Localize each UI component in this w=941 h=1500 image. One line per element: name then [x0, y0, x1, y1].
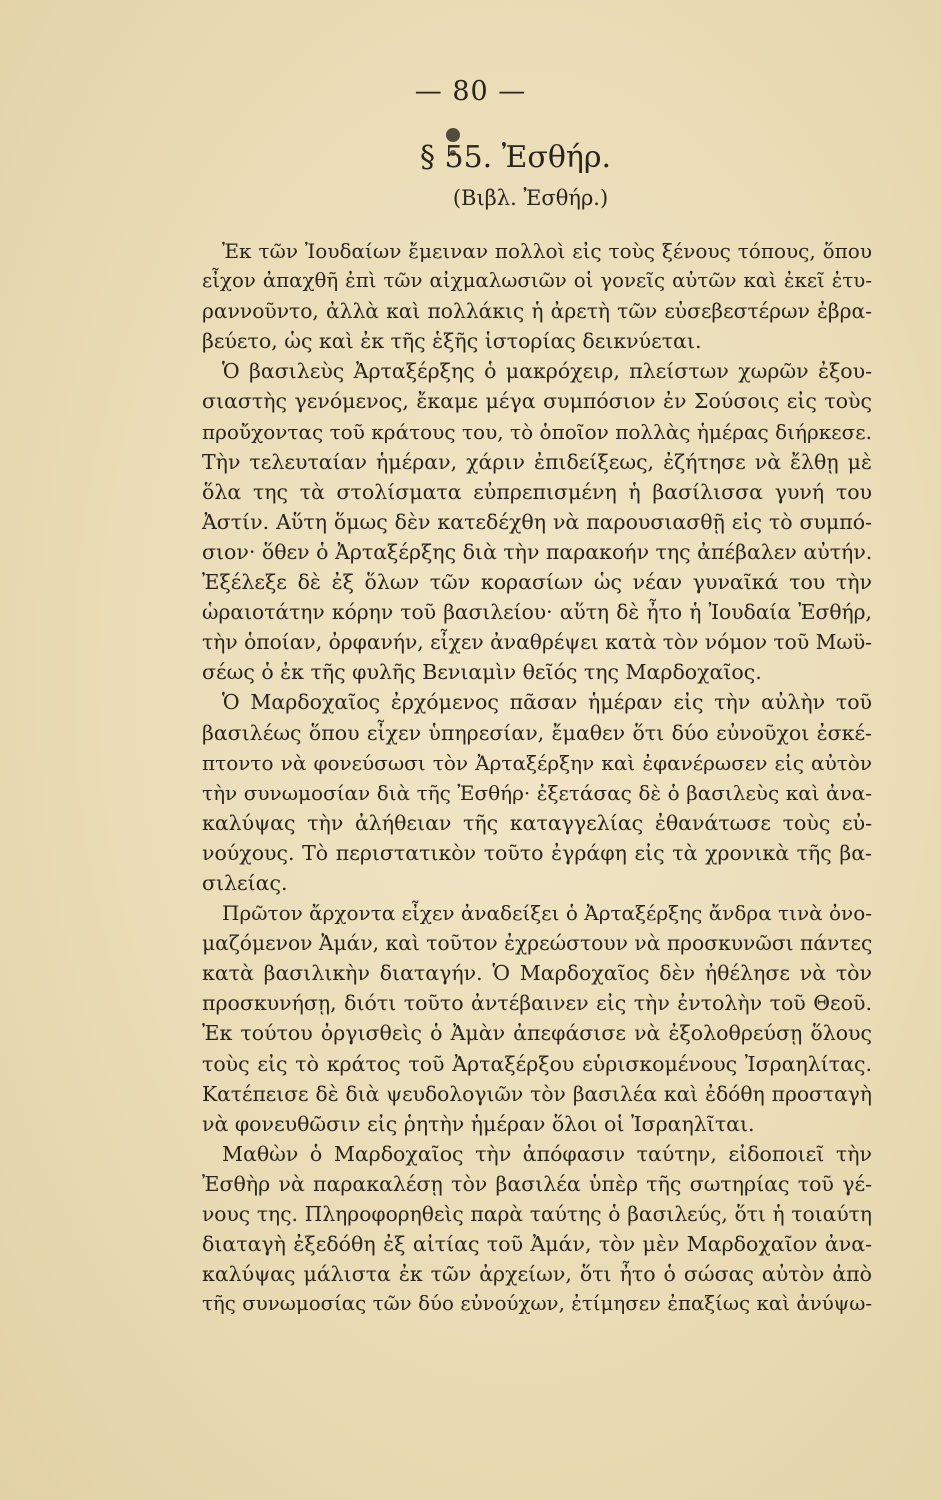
text-line: μαζόμενον Ἀμάν, καὶ τοῦτον ἐχρεώστουν νὰ προσκυνῶσι πάντες: [202, 931, 873, 956]
text-line: σιλείας.: [202, 870, 288, 895]
text-line: καλύψας μάλιστα ἐκ τῶν ἀρχείων, ὅτι ἦτο ὁ σώσας αὐτὸν ἀπὸ: [202, 1262, 872, 1287]
text-line: σιον· ὅθεν ὁ Ἀρταξέρξης διὰ τὴν παρακοήν της ἀπέβαλεν αὐτήν.: [202, 539, 873, 564]
text-line: τοὺς εἰς τὸ κράτος τοῦ Ἀρταξέρξου εὑρισκομένους Ἰσραηλίτας.: [202, 1051, 872, 1076]
text-line: Τὴν τελευταίαν ἡμέραν, χάριν ἐπιδείξεως, ἐζήτησε νὰ ἔλθῃ μὲ: [202, 449, 872, 474]
page-number: — 80 —: [414, 76, 527, 107]
section-title: § 55. Ἐσθήρ.: [419, 140, 612, 175]
text-line: τὴν ὁποίαν, ὀρφανήν, εἶχεν ἀναθρέψει κατὰ τὸν νόμον τοῦ Μωϋ-: [202, 630, 873, 655]
text-line: Ὁ βασιλεὺς Ἀρταξέρξης ὁ μακρόχειρ, πλείστων χωρῶν ἐξου-: [222, 359, 872, 384]
body-text: [202, 236, 872, 1319]
text-line: Ἐσθὴρ νὰ παρακαλέσῃ τὸν βασιλέα ὑπὲρ τῆς σωτηρίας τοῦ γέ-: [202, 1171, 872, 1196]
text-line: καλύψας τὴν ἀλήθειαν τῆς καταγγελίας ἐθανάτωσε τοὺς εὐ-: [202, 810, 872, 835]
text-line: προσκυνήσῃ, διότι τοῦτο ἀντέβαινεν εἰς τὴν ἐντολὴν τοῦ Θεοῦ.: [202, 991, 872, 1016]
text-line: Πρῶτον ἄρχοντα εἶχεν ἀναδείξει ὁ Ἀρταξέρξης ἄνδρα τινὰ ὀνο-: [222, 901, 872, 926]
text-line: νὰ φονευθῶσιν εἰς ῥητὴν ἡμέραν ὅλοι οἱ Ἰσραηλῖται.: [202, 1111, 755, 1136]
text-line: πτοντο νὰ φονεύσωσι τὸν Ἀρταξέρξην καὶ ἐφανέρωσεν εἰς αὐτὸν: [202, 750, 872, 775]
text-line: σιαστὴς γενόμενος, ἔκαμε μέγα συμπόσιον ἐν Σούσοις εἰς τοὺς: [202, 389, 872, 414]
text-line: τῆς συνωμοσίας τῶν δύο εὐνούχων, ἐτίμησεν ἐπαξίως καὶ ἀνύψω-: [202, 1292, 872, 1316]
text-line: προὔχοντας τοῦ κράτους του, τὸ ὁποῖον πολλὰς ἡμέρας διήρκεσε.: [202, 419, 872, 444]
text-line: ὡραιοτάτην κόρην τοῦ βασιλείου· αὕτη δὲ ἦτο ἡ Ἰουδαία Ἐσθήρ,: [202, 600, 872, 625]
text-line: ὅλα της τὰ στολίσματα εὐπρεπισμένη ἡ βασίλισσα γυνή του: [202, 479, 872, 504]
text-line: διαταγὴ ἐξεδόθη ἐξ αἰτίας τοῦ Ἀμάν, τὸν μὲν Μαρδοχαῖον ἀνα-: [202, 1232, 872, 1257]
section-reference: (Βιβλ. Ἐσθήρ.): [452, 186, 609, 210]
text-line: Ἐκ τῶν Ἰουδαίων ἔμειναν πολλοὶ εἰς τοὺς ξένους τόπους, ὅπου: [222, 239, 872, 263]
text-line: βασιλέως ὅπου εἶχεν ὑπηρεσίαν, ἔμαθεν ὅτι δύο εὐνοῦχοι ἐσκέ-: [202, 720, 872, 745]
text-line: Ἐκ τούτου ὀργισθεὶς ὁ Ἀμὰν ἀπεφάσισε νὰ ἐξολοθρεύσῃ ὅλους: [202, 1021, 872, 1046]
text-line: ραννοῦντο, ἀλλὰ καὶ πολλάκις ἡ ἀρετὴ τῶν εὐσεβεστέρων ἐβρα-: [202, 299, 872, 324]
text-line: Ἐξέλεξε δὲ ἐξ ὅλων τῶν κορασίων ὡς νέαν γυναῖκά του τὴν: [202, 570, 872, 595]
text-line: νούχους. Τὸ περιστατικὸν τοῦτο ἐγράφη εἰς τὰ χρονικὰ τῆς βα-: [202, 840, 872, 865]
text-line: Κατέπεισε δὲ διὰ ψευδολογιῶν τὸν βασιλέα καὶ ἐδόθη προσταγὴ: [202, 1081, 872, 1106]
text-line: νους της. Πληροφορηθεὶς παρὰ ταύτης ὁ βασιλεύς, ὅτι ἡ τοιαύτη: [202, 1202, 872, 1226]
text-line: σέως ὁ ἐκ τῆς φυλῆς Βενιαμὶν θεῖός της Μαρδοχαῖος.: [202, 660, 762, 685]
text-line: Ἀστίν. Αὕτη ὅμως δὲν κατεδέχθη νὰ παρουσιασθῇ εἰς τὸ συμπό-: [202, 509, 872, 534]
text-line: εἶχον ἀπαχθῆ ἐπὶ τῶν αἰχμαλωσιῶν οἱ γονεῖς αὐτῶν καὶ ἐκεῖ ἐτυ-: [202, 269, 872, 293]
text-line: Μαθὼν ὁ Μαρδοχαῖος τὴν ἀπόφασιν ταύτην, εἰδοποιεῖ τὴν: [222, 1141, 872, 1166]
text-line: κατὰ βασιλικὴν διαταγήν. Ὁ Μαρδοχαῖος δὲν ἠθέλησε νὰ τὸν: [202, 961, 872, 986]
text-line: βεύετο, ὡς καὶ ἐκ τῆς ἑξῆς ἱστορίας δεικνύεται.: [202, 329, 702, 354]
text-line: Ὁ Μαρδοχαῖος ἐρχόμενος πᾶσαν ἡμέραν εἰς τὴν αὐλὴν τοῦ: [222, 690, 872, 715]
text-line: τὴν συνωμοσίαν διὰ τῆς Ἐσθήρ· ἐξετάσας δὲ ὁ βασιλεὺς καὶ ἀνα-: [202, 780, 872, 805]
